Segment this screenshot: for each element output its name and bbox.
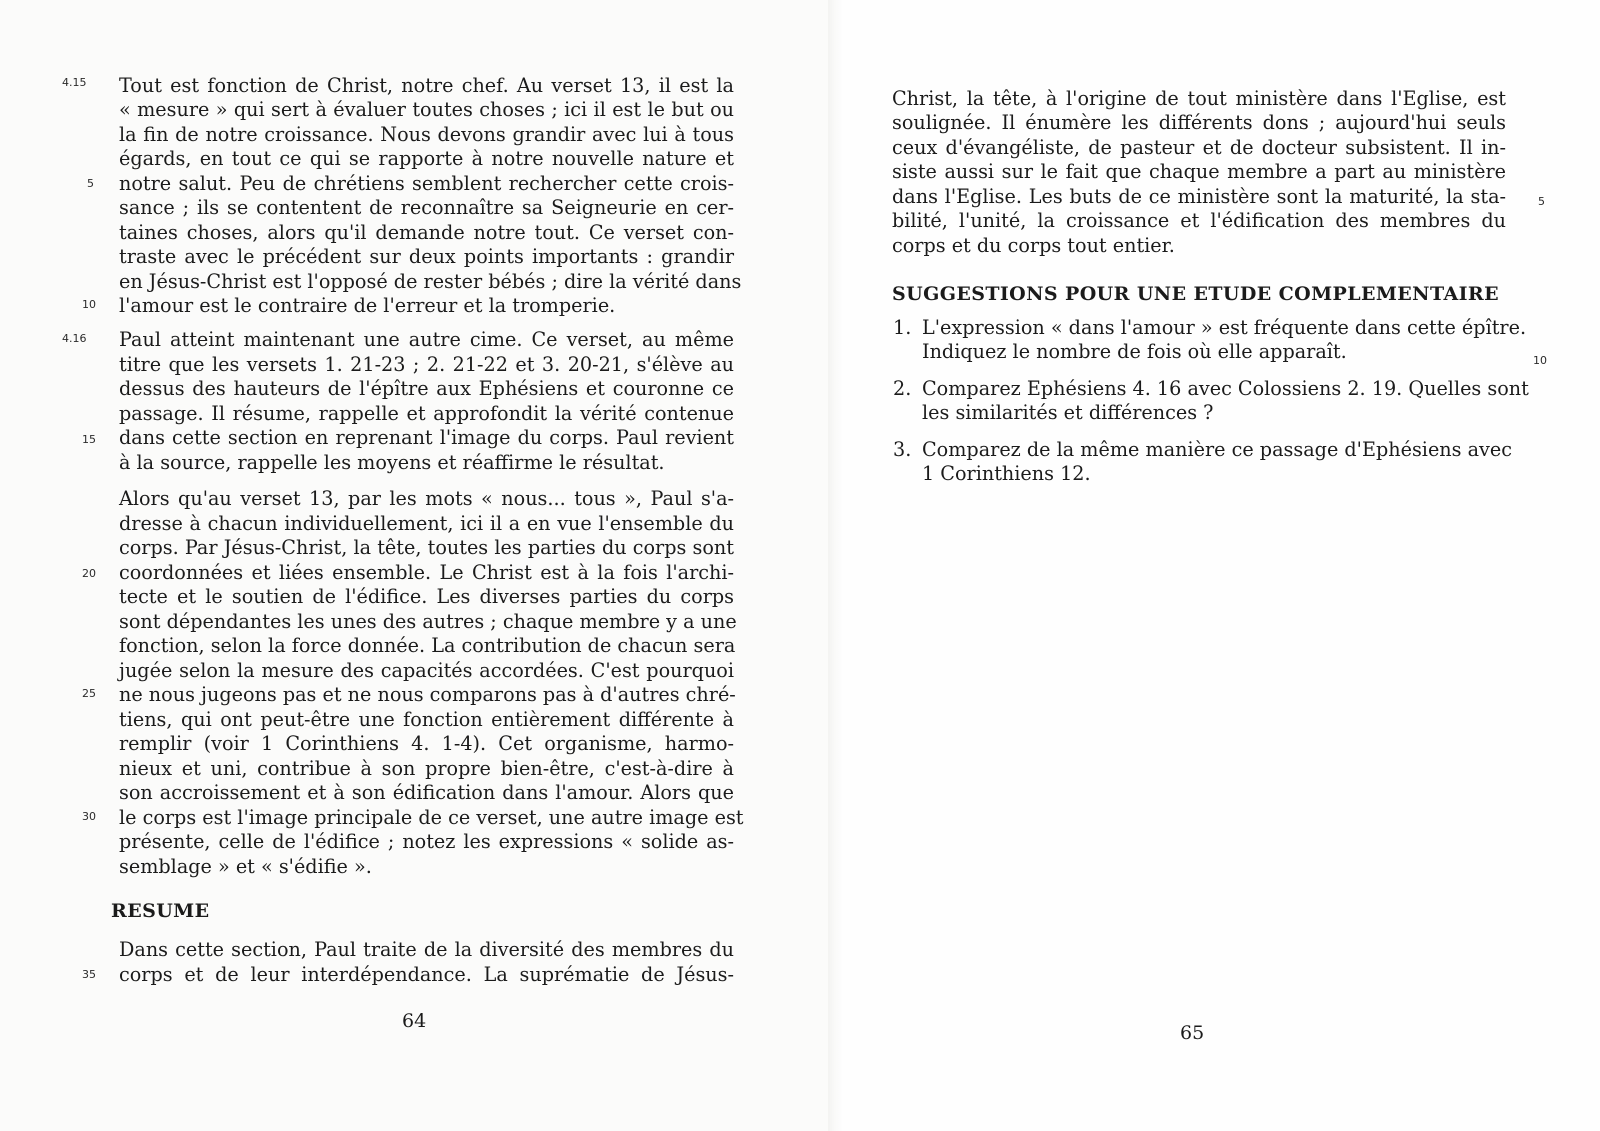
text-line: présente, celle de l'édifice ; notez les expressions « solide as- xyxy=(119,830,734,853)
text-line: la fin de notre croissance. Nous devons grandir avec lui à tous xyxy=(119,123,734,146)
text-line: nieux et uni, contribue à son propre bien-être, c'est-à-dire à xyxy=(119,757,734,780)
text-line: dresse à chacun individuellement, ici il a en vue l'ensemble du xyxy=(119,512,734,535)
question-text-line: Comparez de la même manière ce passage d'Ephésiens avec xyxy=(922,438,1512,461)
question-text-line: 1 Corinthiens 12. xyxy=(922,462,1091,485)
text-line: semblage » et « s'édifie ». xyxy=(119,855,372,878)
question-text-line: L'expression « dans l'amour » est fréquente dans cette épître. xyxy=(922,316,1527,339)
text-line: siste aussi sur le fait que chaque membre a part au ministère xyxy=(892,160,1506,183)
line-number-15: 15 xyxy=(82,433,96,446)
text-line: jugée selon la mesure des capacités accordées. C'est pourquoi xyxy=(119,659,734,682)
text-line: en Jésus-Christ est l'opposé de rester bébés ; dire la vérité dans xyxy=(119,270,742,293)
text-line: passage. Il résume, rappelle et approfondit la vérité contenue xyxy=(119,402,734,425)
text-line: coordonnées et liées ensemble. Le Christ est à la fois l'archi- xyxy=(119,561,734,584)
question-number: 2. xyxy=(893,377,912,400)
text-line: Paul atteint maintenant une autre cime. Ce verset, au même xyxy=(119,328,734,351)
page-number-left: 64 xyxy=(402,1010,427,1032)
line-number-10: 10 xyxy=(82,298,96,311)
text-line: sance ; ils se contentent de reconnaître sa Seigneurie en cer- xyxy=(119,196,734,219)
line-number-10-right: 10 xyxy=(1533,354,1547,367)
text-line: traste avec le précédent sur deux points importants : grandir xyxy=(119,245,734,268)
text-line: fonction, selon la force donnée. La contribution de chacun sera xyxy=(119,634,736,657)
verse-marker-4-15: 4.15 xyxy=(62,76,87,89)
text-line: corps et de leur interdépendance. La suprématie de Jésus- xyxy=(119,963,734,986)
line-number-35: 35 xyxy=(82,968,96,981)
line-number-5: 5 xyxy=(87,177,94,190)
question-number: 1. xyxy=(893,316,912,339)
text-line: tiens, qui ont peut-être une fonction entièrement différente à xyxy=(119,708,734,731)
text-line: sont dépendantes les unes des autres ; chaque membre y a une xyxy=(119,610,737,633)
text-line: notre salut. Peu de chrétiens semblent rechercher cette crois- xyxy=(119,172,734,195)
text-line: tecte et le soutien de l'édifice. Les diverses parties du corps xyxy=(119,585,734,608)
text-line: Dans cette section, Paul traite de la diversité des membres du xyxy=(119,938,734,961)
text-line: titre que les versets 1. 21-23 ; 2. 21-22 et 3. 20-21, s'élève au xyxy=(119,353,734,376)
question-text-line: Indiquez le nombre de fois où elle apparaît. xyxy=(922,340,1347,363)
text-line: soulignée. Il énumère les différents dons ; aujourd'hui seuls xyxy=(892,111,1506,134)
line-number-25: 25 xyxy=(82,687,96,700)
heading-resume: RESUME xyxy=(111,900,210,922)
text-line: Christ, la tête, à l'origine de tout ministère dans l'Eglise, est xyxy=(892,87,1506,110)
text-line: ceux d'évangéliste, de pasteur et de docteur subsistent. Il in- xyxy=(892,136,1506,159)
text-line: dans l'Eglise. Les buts de ce ministère sont la maturité, la sta- xyxy=(892,185,1506,208)
line-number-20: 20 xyxy=(82,567,96,580)
text-line: corps. Par Jésus-Christ, la tête, toutes les parties du corps sont xyxy=(119,536,734,559)
text-line: Alors qu'au verset 13, par les mots « nous... tous », Paul s'a- xyxy=(119,487,734,510)
book-gutter xyxy=(828,0,842,1131)
text-line: égards, en tout ce qui se rapporte à notre nouvelle nature et xyxy=(119,147,734,170)
line-number-30: 30 xyxy=(82,810,96,823)
text-line: remplir (voir 1 Corinthiens 4. 1-4). Cet organisme, harmo- xyxy=(119,732,734,755)
text-line: « mesure » qui sert à évaluer toutes choses ; ici il est le but ou xyxy=(119,98,734,121)
text-line: dans cette section en reprenant l'image du corps. Paul revient xyxy=(119,426,734,449)
text-line: à la source, rappelle les moyens et réaffirme le résultat. xyxy=(119,451,665,474)
question-text-line: les similarités et différences ? xyxy=(922,401,1214,424)
text-line: bilité, l'unité, la croissance et l'édification des membres du xyxy=(892,209,1506,232)
page-number-right: 65 xyxy=(1180,1022,1205,1044)
text-line: taines choses, alors qu'il demande notre tout. Ce verset con- xyxy=(119,221,734,244)
heading-suggestions: SUGGESTIONS POUR UNE ETUDE COMPLEMENTAIRE xyxy=(892,283,1499,305)
question-text-line: Comparez Ephésiens 4. 16 avec Colossiens 2. 19. Quelles sont xyxy=(922,377,1529,400)
text-line: le corps est l'image principale de ce verset, une autre image est xyxy=(119,806,744,829)
text-line: l'amour est le contraire de l'erreur et la tromperie. xyxy=(119,294,616,317)
text-line: Tout est fonction de Christ, notre chef. Au verset 13, il est la xyxy=(119,74,734,97)
text-line: ne nous jugeons pas et ne nous comparons pas à d'autres chré- xyxy=(119,683,736,706)
question-number: 3. xyxy=(893,438,912,461)
text-line: son accroissement et à son édification dans l'amour. Alors que xyxy=(119,781,734,804)
verse-marker-4-16: 4.16 xyxy=(62,332,87,345)
text-line: dessus des hauteurs de l'épître aux Ephésiens et couronne ce xyxy=(119,377,734,400)
text-line: corps et du corps tout entier. xyxy=(892,234,1175,257)
line-number-5-right: 5 xyxy=(1538,195,1545,208)
